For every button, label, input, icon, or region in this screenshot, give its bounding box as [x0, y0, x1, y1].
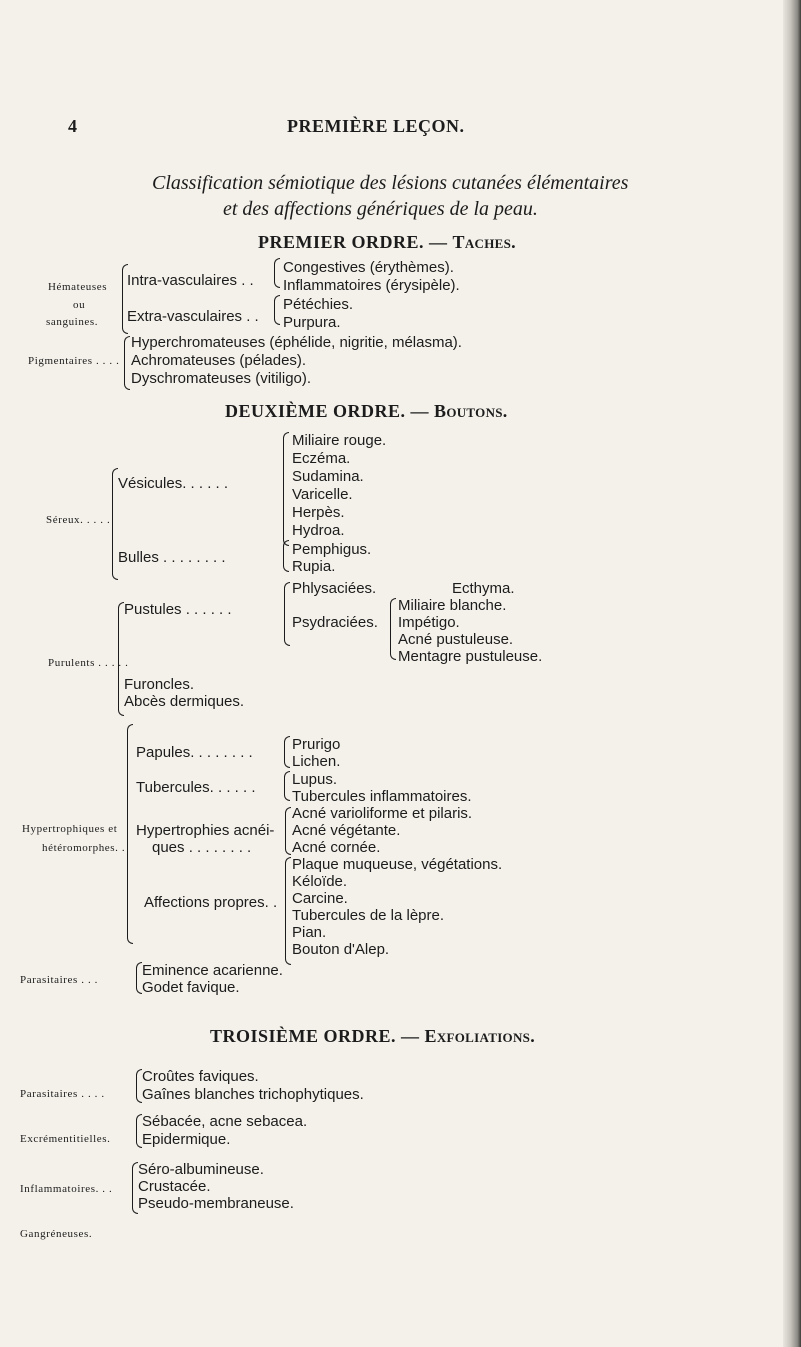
godet-favique: Godet favique. — [142, 979, 240, 996]
abces: Abcès dermiques. — [124, 693, 245, 710]
psydraciee-3: Acné pustuleuse. — [398, 631, 514, 648]
achromateuses: Achromateuses (pélades). — [131, 352, 307, 369]
vesicule-4: Varicelle. — [292, 486, 353, 503]
affections-propres: Affections propres. . — [144, 894, 278, 911]
ordre2-heading-sep: — — [410, 401, 430, 421]
intra-vasculaires: Intra-vasculaires . . — [127, 272, 254, 289]
gaines-blanches: Gaînes blanches trichophytiques. — [142, 1086, 364, 1103]
ordre3-heading-sep: — — [401, 1026, 420, 1046]
congestives: Congestives (érythèmes). — [283, 259, 454, 276]
page-edge-shadow — [783, 0, 801, 1347]
affection-2: Kéloïde. — [292, 873, 348, 890]
vesicule-3: Sudamina. — [292, 468, 364, 485]
bracket-vesicules — [283, 432, 289, 546]
psydraciee-1: Miliaire blanche. — [398, 597, 507, 614]
eminence-acarienne: Eminence acarienne. — [142, 962, 283, 979]
bracket-pustules — [284, 582, 290, 646]
bracket-acneiques — [285, 807, 291, 855]
psydraciee-2: Impétigo. — [398, 614, 460, 631]
bulle-2: Rupia. — [292, 558, 336, 575]
title-line-1: Classification sémiotique des lésions cutanées élémentaires — [152, 172, 629, 194]
hypertrophies-acneiques-2: ques . . . . . . . . — [152, 839, 252, 856]
inflammatoires: Inflammatoires (érysipèle). — [283, 277, 460, 294]
ordre3-heading-name: Exfoliations. — [424, 1026, 535, 1046]
parasitaires-3-label: Parasitaires . . . . — [20, 1088, 105, 1100]
parasitaires-2-label: Parasitaires . . . — [20, 974, 99, 986]
ordre2-heading — [225, 403, 508, 420]
sereux-label: Séreux. . . . . — [46, 514, 111, 526]
ordre3-heading-num: TROISIÈME ORDRE. — [210, 1026, 397, 1046]
dyschromateuses: Dyschromateuses (vitiligo). — [131, 370, 312, 387]
gangreneuses-label: Gangréneuses. — [20, 1228, 93, 1240]
bracket-papules — [284, 736, 290, 768]
hemateuses-label-3: sanguines. — [46, 316, 99, 328]
bulles: Bulles . . . . . . . . — [118, 549, 226, 566]
acne-1: Acné varioliforme et pilaris. — [292, 805, 473, 822]
petechies: Pétéchies. — [283, 296, 354, 313]
ordre2-heading-num: DEUXIÈME ORDRE. — [225, 401, 406, 421]
sebacee: Sébacée, acne sebacea. — [142, 1113, 308, 1130]
excrementitielles-label: Excrémentitielles. — [20, 1133, 111, 1145]
purpura: Purpura. — [283, 314, 341, 331]
ordre1-heading-sep: — — [429, 232, 448, 252]
bulle-1: Pemphigus. — [292, 541, 372, 558]
ecthyma: Ecthyma. — [452, 580, 515, 597]
running-head: PREMIÈRE LEÇON. — [287, 116, 465, 136]
papule-1: Prurigo — [292, 736, 341, 753]
purulents-label: Purulents . . . . . — [48, 657, 129, 669]
affection-6: Bouton d'Alep. — [292, 941, 390, 958]
bracket-extra — [274, 295, 280, 325]
ordre1-heading-num: PREMIER ORDRE. — [258, 232, 425, 252]
ordre1-heading-name: Taches. — [452, 232, 516, 252]
extra-vasculaires: Extra-vasculaires . . — [127, 308, 259, 325]
affection-1: Plaque muqueuse, végétations. — [292, 856, 503, 873]
tubercule-2: Tubercules inflammatoires. — [292, 788, 472, 805]
pustules: Pustules . . . . . . — [124, 601, 232, 618]
psydraciees: Psydraciées. — [292, 614, 378, 631]
vesicule-6: Hydroa. — [292, 522, 345, 539]
hemateuses-label-2: ou — [73, 299, 86, 311]
inflammatoires-label: Inflammatoires. . . — [20, 1183, 113, 1195]
acne-2: Acné végétante. — [292, 822, 401, 839]
hyperchromateuses: Hyperchromateuses (éphélide, nigritie, mélasma). — [131, 334, 462, 351]
acne-3: Acné cornée. — [292, 839, 381, 856]
phlysaciees: Phlysaciées. — [292, 580, 377, 597]
ordre1-heading — [258, 234, 516, 251]
papules: Papules. . . . . . . . — [136, 744, 253, 761]
ordre2-heading-name: Boutons. — [434, 401, 508, 421]
epidermique: Epidermique. — [142, 1131, 231, 1148]
papule-2: Lichen. — [292, 753, 341, 770]
bracket-psydraciees — [390, 598, 396, 660]
pseudo-membraneuse: Pseudo-membraneuse. — [138, 1195, 294, 1212]
page-number: 4 — [68, 116, 78, 136]
bracket-bulles — [283, 540, 289, 572]
vesicule-5: Herpès. — [292, 504, 345, 521]
vesicule-2: Eczéma. — [292, 450, 351, 467]
bracket-affections — [285, 857, 291, 965]
affection-3: Carcine. — [292, 890, 348, 907]
hemateuses-label-1: Hémateuses — [48, 281, 108, 293]
pigmentaires-label: Pigmentaires . . . . — [28, 355, 120, 367]
bracket-hypertrophiques — [127, 724, 133, 944]
bracket-pigmentaires — [124, 336, 130, 390]
psydraciee-4: Mentagre pustuleuse. — [398, 648, 543, 665]
sero-albumineuse: Séro-albumineuse. — [138, 1161, 264, 1178]
furoncles: Furoncles. — [124, 676, 195, 693]
vesicules: Vésicules. . . . . . — [118, 475, 229, 492]
affection-5: Pian. — [292, 924, 327, 941]
hypertrophiques-label-2: hétéromorphes. . — [42, 842, 126, 854]
title-line-2: et des affections génériques de la peau. — [223, 198, 538, 220]
ordre3-heading — [210, 1028, 535, 1045]
bracket-intra — [274, 258, 280, 288]
tubercules: Tubercules. . . . . . — [136, 779, 256, 796]
tubercule-1: Lupus. — [292, 771, 338, 788]
hypertrophies-acneiques-1: Hypertrophies acnéi- — [136, 822, 275, 839]
hypertrophiques-label-1: Hypertrophiques et — [22, 823, 118, 835]
vesicule-1: Miliaire rouge. — [292, 432, 387, 449]
croutes-faviques: Croûtes faviques. — [142, 1068, 259, 1085]
bracket-tubercules — [284, 771, 290, 801]
affection-4: Tubercules de la lèpre. — [292, 907, 445, 924]
crustacee: Crustacée. — [138, 1178, 211, 1195]
